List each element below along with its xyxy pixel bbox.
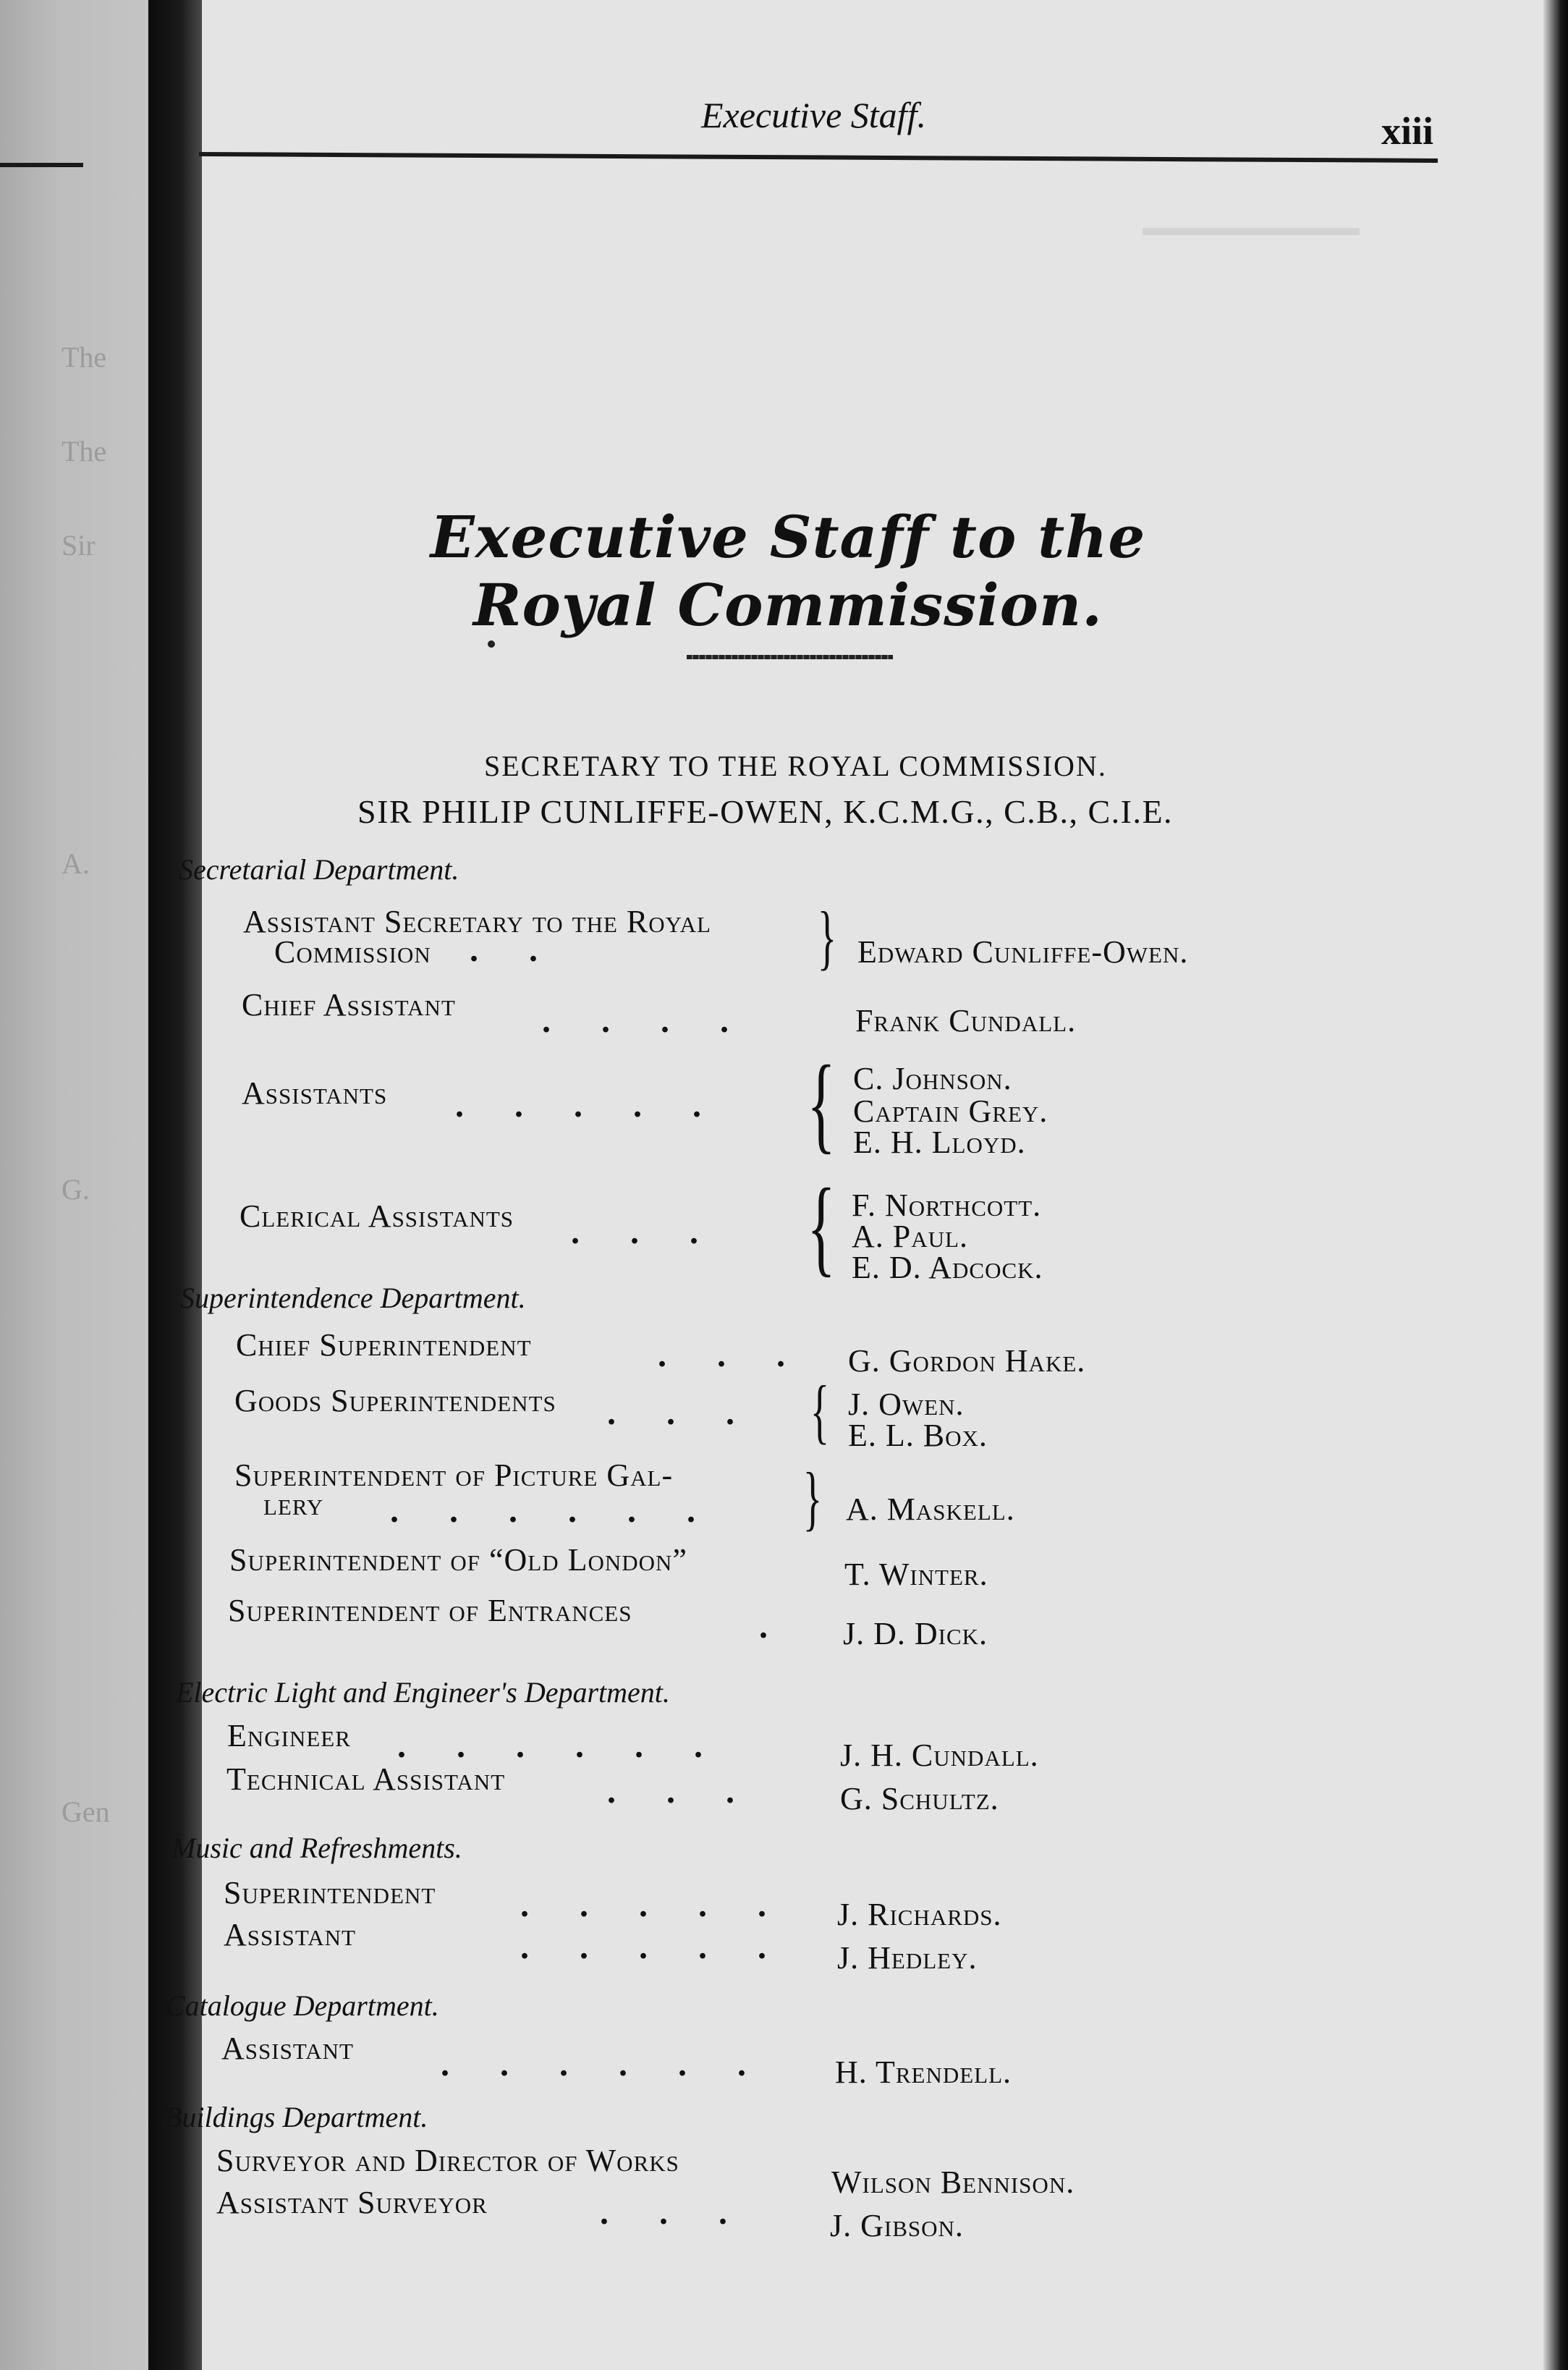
page (164, 0, 1543, 2370)
role-label: Assistant (221, 2031, 354, 2066)
leader-dots: .... (542, 1002, 779, 1040)
brace: { (807, 1044, 836, 1164)
leader-dots: . (759, 1607, 818, 1646)
role-label: Chief Assistant (242, 987, 456, 1023)
dept-heading-buildings: Buildings Department. (164, 2101, 428, 2133)
role-label: Surveyor and Director of Works (216, 2143, 679, 2178)
leader-dots: ... (607, 1394, 785, 1432)
staff-name: G. Schultz. (840, 1781, 999, 1816)
secretary-name: SIR PHILIP CUNLIFFE-OWEN, K.C.M.G., C.B., C.I.E. (357, 793, 1174, 830)
role-label: Superintendent of Entrances (228, 1593, 632, 1628)
role-label: lery (263, 1486, 324, 1522)
page-number: xiii (1381, 109, 1434, 153)
staff-name: A. Paul. (852, 1219, 968, 1254)
leader-dots: .. (470, 931, 588, 969)
role-label: Superintendent of Picture Gal- (234, 1457, 674, 1493)
leader-dots: ..... (520, 1928, 817, 1966)
page-edge-shadow (1543, 0, 1568, 2370)
staff-name: J. H. Cundall. (840, 1738, 1039, 1773)
staff-name: T. Winter. (844, 1557, 988, 1592)
leader-dots: ...... (441, 2045, 797, 2083)
staff-name: E. D. Adcock. (852, 1250, 1043, 1285)
role-label: Clerical Assistants (240, 1198, 514, 1234)
bleed-through (1143, 228, 1360, 235)
ornamental-rule (687, 655, 893, 659)
brace: { (807, 1167, 836, 1287)
staff-name: J. Gibson. (830, 2208, 964, 2243)
staff-name: A. Maskell. (846, 1491, 1015, 1527)
role-label: Technical Assistant (226, 1761, 506, 1797)
role-label: Superintendent of “Old London” (229, 1542, 687, 1578)
header-rule (199, 152, 1438, 163)
staff-name: C. Johnson. (853, 1061, 1012, 1096)
brace: } (817, 897, 837, 977)
staff-name: Wilson Bennison. (831, 2164, 1075, 2200)
role-label: Superintendent (224, 1875, 436, 1910)
dept-heading-catalogue: Catalogue Department. (166, 1989, 439, 2022)
ornament-dot (488, 640, 495, 648)
brace: { (810, 1371, 830, 1451)
facing-page-rule (0, 163, 83, 167)
role-label: Commission (274, 934, 431, 970)
leader-dots: ..... (520, 1886, 817, 1924)
facing-page-ghost-text: The The Sir A. G. Gen (62, 341, 110, 1828)
role-label: Assistants (242, 1075, 388, 1111)
dept-heading-electric: Electric Light and Engineer's Department. (176, 1676, 670, 1709)
leader-dots: ...... (390, 1491, 746, 1530)
role-label: Goods Superintendents (234, 1383, 556, 1418)
staff-name: J. Richards. (837, 1897, 1002, 1932)
staff-name: Edward Cunliffe-Owen. (857, 934, 1189, 970)
dept-heading-superintendence: Superintendence Department. (180, 1282, 526, 1314)
staff-name: G. Gordon Hake. (848, 1343, 1086, 1379)
role-label: Engineer (227, 1718, 351, 1753)
staff-name: J. Owen. (848, 1387, 965, 1422)
staff-name: Frank Cundall. (855, 1003, 1077, 1038)
role-label: Assistant Secretary to the Royal (243, 904, 711, 939)
leader-dots: ... (658, 1336, 836, 1374)
role-label: Assistant (224, 1917, 356, 1952)
leader-dots: ..... (455, 1086, 752, 1125)
staff-name: E. L. Box. (848, 1418, 988, 1453)
staff-name: Captain Grey. (853, 1093, 1048, 1129)
leader-dots: ...... (397, 1727, 753, 1765)
page-title: Executive Staff to the Royal Commission. (430, 503, 1146, 639)
staff-name: J. Hedley. (837, 1940, 978, 1976)
staff-name: E. H. Lloyd. (853, 1125, 1026, 1160)
leader-dots: ... (571, 1213, 749, 1251)
role-label: Assistant Surveyor (216, 2185, 488, 2220)
staff-name: F. Northcott. (852, 1188, 1042, 1223)
leader-dots: ... (607, 1772, 785, 1811)
dept-heading-secretarial: Secretarial Department. (179, 853, 459, 886)
staff-name: H. Trendell. (835, 2054, 1012, 2090)
staff-name: J. D. Dick. (843, 1616, 988, 1651)
role-label: Chief Superintendent (236, 1327, 532, 1363)
dept-heading-music: Music and Refreshments. (171, 1832, 462, 1864)
secretary-role: SECRETARY TO THE ROYAL COMMISSION. (484, 750, 1107, 782)
brace: } (802, 1457, 823, 1538)
leader-dots: ... (600, 2193, 778, 2232)
running-header: Executive Staff. (701, 95, 926, 135)
